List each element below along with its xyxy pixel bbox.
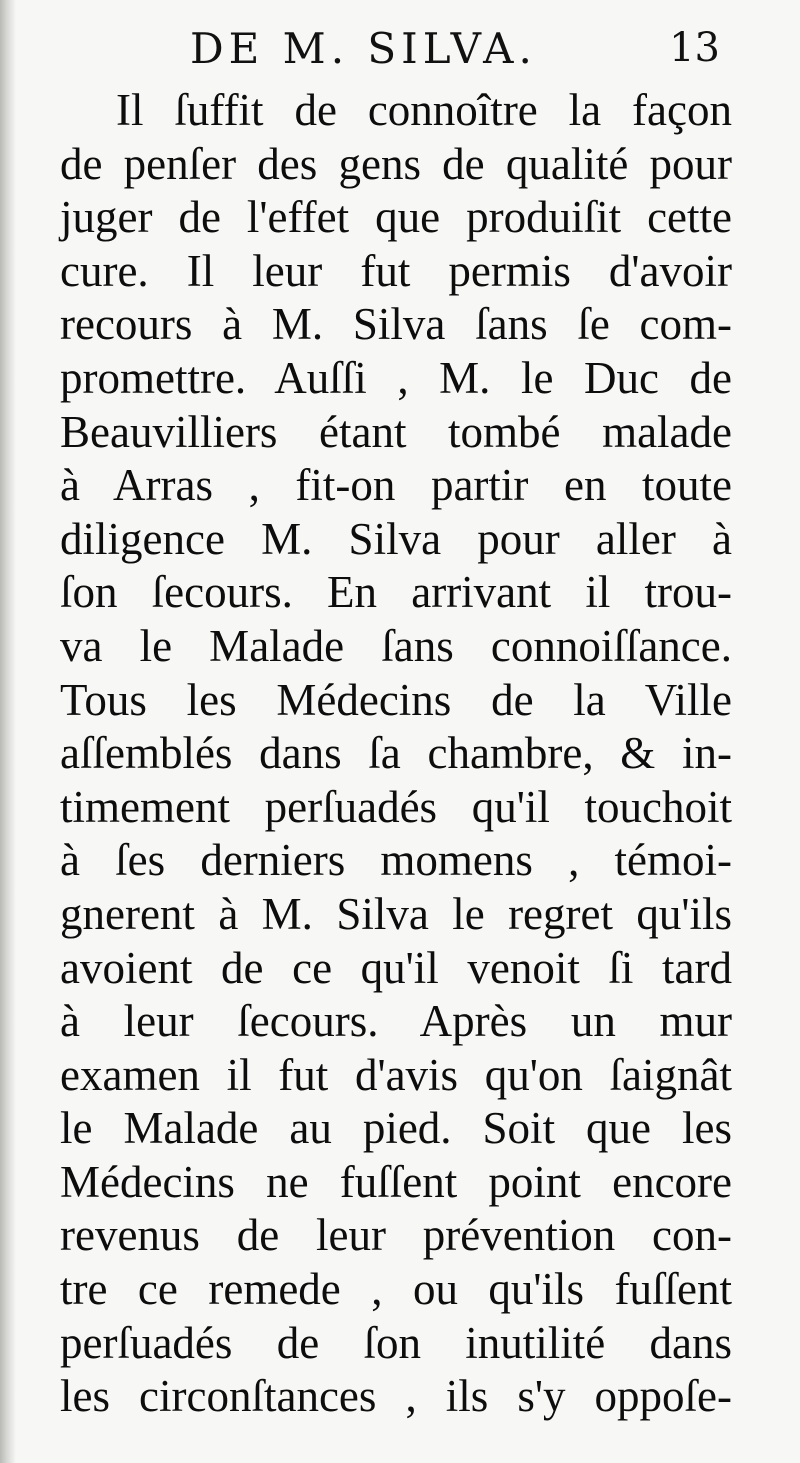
text-line: va le Malade ſans connoiſſance.: [60, 620, 732, 671]
text-line: aſſemblés dans ſa chambre, & in-: [60, 728, 732, 779]
text-line: le Malade au pied. Soit que les: [60, 1103, 732, 1154]
text-line: à Arras , fit-on partir en toute: [60, 460, 732, 511]
body-text: [60, 84, 732, 1424]
text-line: Il ſuffit de connoître la façon: [116, 85, 732, 135]
text-line: tre ce remede , ou qu'ils fuſſent: [60, 1264, 732, 1315]
text-line: examen il fut d'avis qu'on ſaignât: [60, 1049, 732, 1100]
text-line: ſon ſecours. En arrivant il trou-: [60, 567, 732, 618]
text-line: diligence M. Silva pour aller à: [60, 513, 732, 564]
binding-shadow: [0, 0, 16, 1463]
text-line: promettre. Auſſi , M. le Duc de: [60, 352, 732, 403]
text-line: cure. Il leur fut permis d'avoir: [60, 245, 732, 296]
text-line: revenus de leur prévention con-: [60, 1210, 732, 1261]
text-line: de penſer des gens de qualité pour: [60, 138, 732, 189]
text-line: gnerent à M. Silva le regret qu'ils: [60, 888, 732, 939]
page-number: 13: [669, 25, 720, 71]
text-line: avoient de ce qu'il venoit ſi tard: [60, 942, 732, 993]
text-line: perſuadés de ſon inutilité dans: [60, 1317, 732, 1368]
text-line: juger de l'effet que produiſit cette: [60, 192, 732, 243]
text-line: recours à M. Silva ſans ſe com-: [60, 299, 732, 350]
running-head: DE M. SILVA.: [190, 24, 537, 73]
text-line: timement perſuadés qu'il touchoit: [60, 781, 732, 832]
text-line: les circonſtances , ils s'y oppoſe-: [60, 1371, 732, 1422]
text-line: Beauvilliers étant tombé malade: [60, 406, 732, 457]
text-line: à leur ſecours. Après un mur: [60, 996, 732, 1047]
text-line: Tous les Médecins de la Ville: [60, 674, 732, 725]
page-header: [60, 24, 720, 88]
text-line: Médecins ne fuſſent point encore: [60, 1156, 732, 1207]
text-line: à ſes derniers momens , témoi-: [60, 835, 732, 886]
